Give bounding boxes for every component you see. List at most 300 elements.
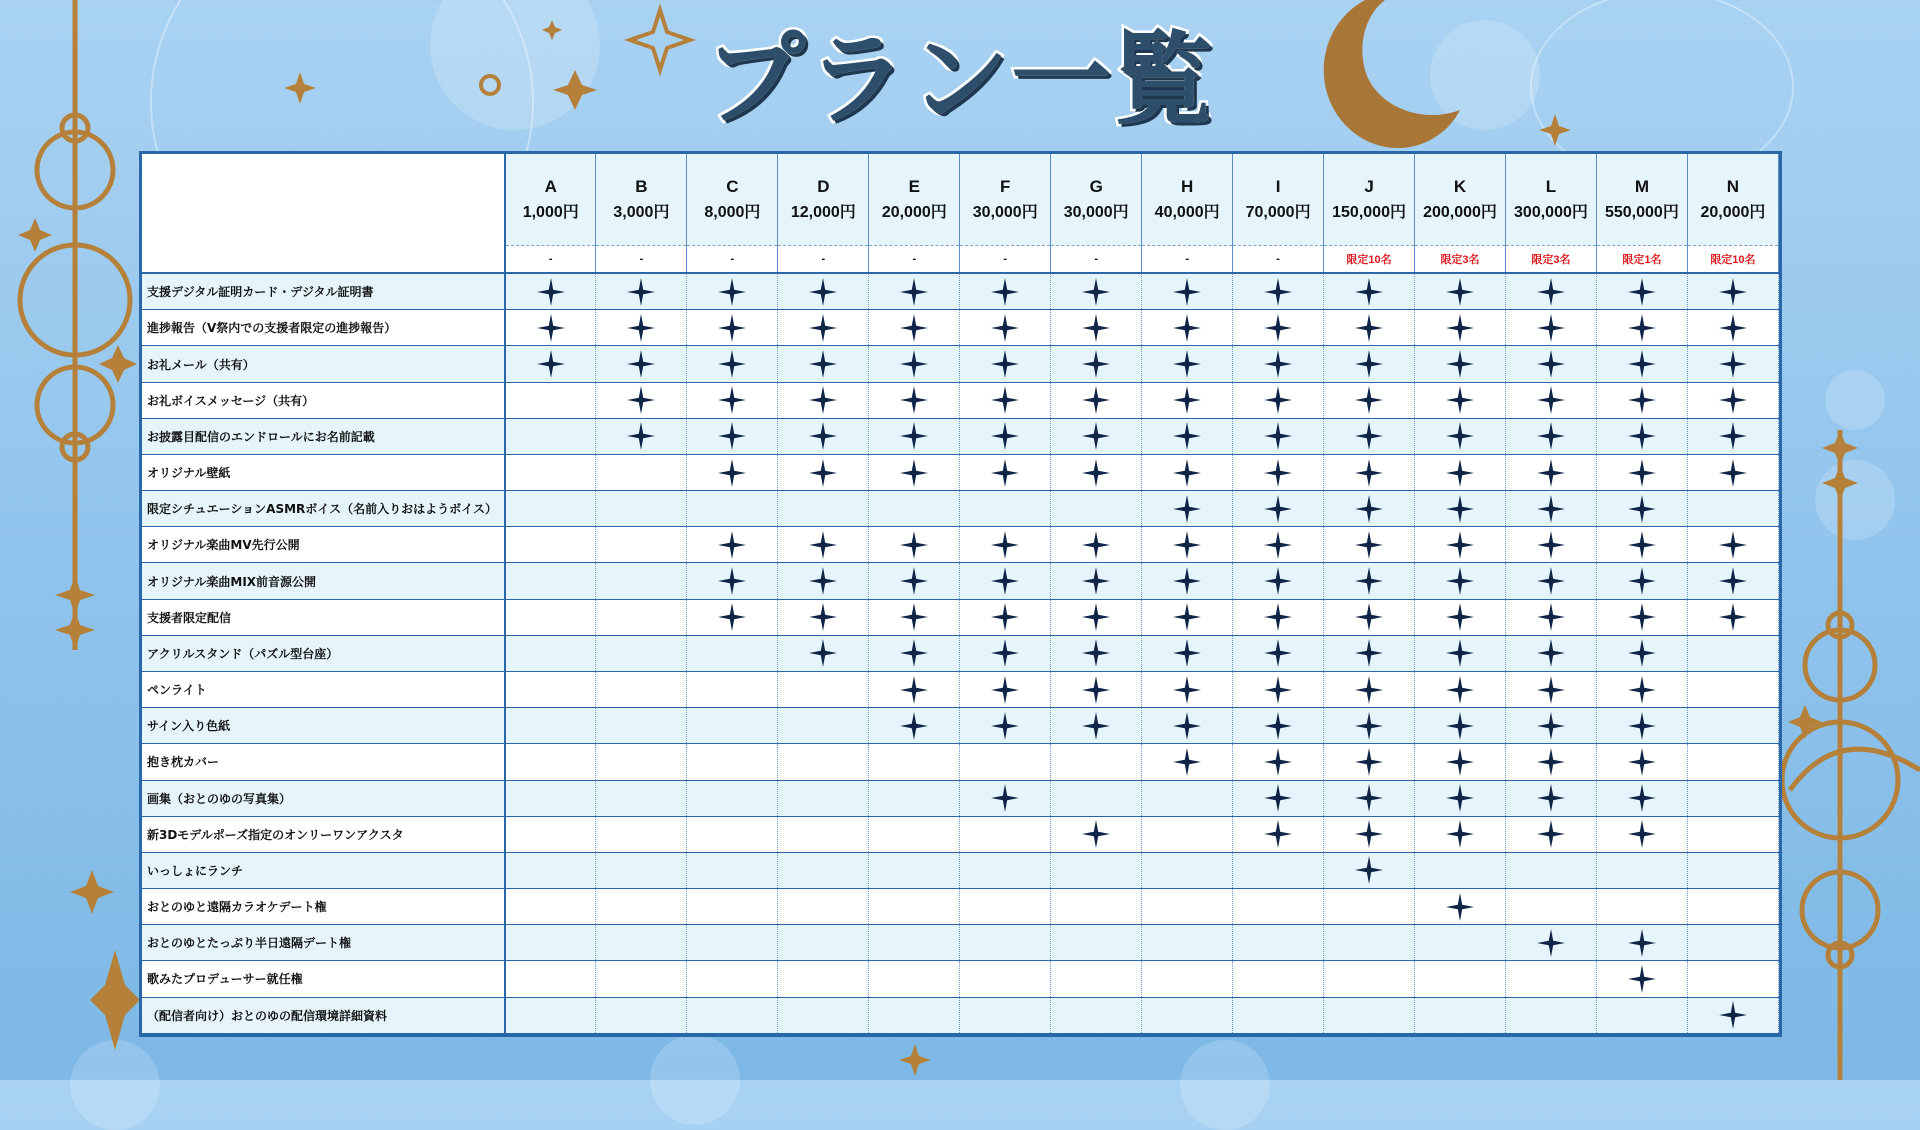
- plan-feature-cell: [869, 418, 960, 454]
- sparkle-star-icon: [1172, 530, 1202, 560]
- plan-price: 1,000円: [522, 203, 579, 221]
- sparkle-star-icon: [1172, 494, 1202, 524]
- sparkle-star-icon: [990, 313, 1020, 343]
- plan-feature-cell: [1324, 744, 1415, 780]
- sparkle-star-icon: [1354, 602, 1384, 632]
- plan-feature-cell: [1233, 635, 1324, 671]
- sparkle-star-icon: [1718, 421, 1748, 451]
- sparkle-star-icon: [808, 277, 838, 307]
- sparkle-star-icon: [1354, 277, 1384, 307]
- background-bubble: [1815, 460, 1895, 540]
- plan-feature-cell: [596, 382, 687, 418]
- sparkle-star-icon: [899, 313, 929, 343]
- plan-feature-cell: [687, 273, 778, 310]
- plan-feature-cell: [1687, 889, 1778, 925]
- plan-price: 20,000円: [881, 203, 947, 221]
- plan-feature-cell: [1596, 997, 1687, 1033]
- sparkle-star-icon: [1445, 711, 1475, 741]
- plan-feature-cell: [960, 454, 1051, 490]
- plan-feature-cell: [1596, 599, 1687, 635]
- plan-feature-cell: [505, 310, 596, 346]
- plan-feature-cell: [505, 744, 596, 780]
- plan-feature-cell: [1233, 310, 1324, 346]
- sparkle-star-icon: [626, 421, 656, 451]
- feature-row: [142, 925, 1779, 961]
- sparkle-star-icon: [1172, 711, 1202, 741]
- plan-feature-cell: [1505, 708, 1596, 744]
- sparkle-star-icon: [990, 530, 1020, 560]
- sparkle-star-icon: [1627, 494, 1657, 524]
- plan-feature-cell: [778, 708, 869, 744]
- feature-row: [142, 671, 1779, 707]
- sparkle-star-icon: [899, 602, 929, 632]
- plan-feature-cell: [869, 889, 960, 925]
- plan-feature-cell: [960, 744, 1051, 780]
- plan-feature-cell: [1415, 454, 1506, 490]
- plan-feature-cell: [1596, 708, 1687, 744]
- sparkle-star-icon: [536, 313, 566, 343]
- plan-feature-cell: [1051, 852, 1142, 888]
- sparkle-star-icon: [1627, 964, 1657, 994]
- sparkle-star-icon: [1081, 638, 1111, 668]
- plan-feature-cell: [1142, 961, 1233, 997]
- plan-feature-cell: [1505, 744, 1596, 780]
- sparkle-star-icon: [1354, 494, 1384, 524]
- plan-feature-cell: [869, 708, 960, 744]
- sparkle-star-icon: [1263, 819, 1293, 849]
- plan-price: 30,000円: [1063, 203, 1129, 221]
- plan-feature-cell: [1687, 816, 1778, 852]
- sparkle-star-icon: [1354, 385, 1384, 415]
- sparkle-star-icon: [808, 602, 838, 632]
- plan-feature-cell: [1324, 635, 1415, 671]
- sparkle-star-icon: [1718, 277, 1748, 307]
- sparkle-star-icon: [1354, 711, 1384, 741]
- plan-feature-cell: [1415, 491, 1506, 527]
- plan-feature-cell: [1505, 527, 1596, 563]
- sparkle-star-icon: [808, 530, 838, 560]
- plan-feature-cell: [687, 527, 778, 563]
- sparkle-star-icon: [1627, 385, 1657, 415]
- sparkle-star-icon: [536, 277, 566, 307]
- feature-label: お礼メール（共有）: [142, 346, 505, 382]
- plan-feature-cell: [505, 454, 596, 490]
- plan-feature-cell: [687, 708, 778, 744]
- plan-feature-cell: [960, 491, 1051, 527]
- sparkle-star-icon: [1536, 313, 1566, 343]
- feature-label: 限定シチュエーションASMRボイス（名前入りおはようボイス）: [142, 491, 505, 527]
- plan-feature-cell: [1415, 635, 1506, 671]
- plan-feature-cell: [869, 382, 960, 418]
- plan-header-j: [1324, 154, 1415, 245]
- plan-feature-cell: [1415, 997, 1506, 1033]
- plan-price: 70,000円: [1245, 203, 1311, 221]
- plan-feature-cell: [869, 635, 960, 671]
- sparkle-star-icon: [990, 421, 1020, 451]
- sparkle-star-icon: [1536, 711, 1566, 741]
- plan-feature-cell: [505, 997, 596, 1033]
- plan-code: G: [1089, 176, 1103, 196]
- sparkle-star-icon: [1354, 638, 1384, 668]
- sparkle-star-icon: [626, 277, 656, 307]
- sparkle-star-icon: [1536, 928, 1566, 958]
- sparkle-star-icon: [990, 783, 1020, 813]
- plan-feature-cell: [1233, 780, 1324, 816]
- plan-feature-cell: [1051, 780, 1142, 816]
- plan-feature-cell: [1505, 382, 1596, 418]
- plan-feature-cell: [778, 563, 869, 599]
- plan-feature-cell: [505, 599, 596, 635]
- plan-feature-cell: [1415, 961, 1506, 997]
- plan-limit: -: [1051, 245, 1142, 273]
- plan-feature-cell: [960, 418, 1051, 454]
- plan-feature-cell: [778, 925, 869, 961]
- plan-feature-cell: [1505, 454, 1596, 490]
- sparkle-star-icon: [1081, 711, 1111, 741]
- plan-feature-cell: [687, 310, 778, 346]
- sparkle-star-icon: [717, 349, 747, 379]
- sparkle-star-icon: [717, 458, 747, 488]
- sparkle-star-icon: [1536, 675, 1566, 705]
- feature-label: ペンライト: [142, 671, 505, 707]
- plan-feature-cell: [1324, 671, 1415, 707]
- plan-header-k: [1415, 154, 1506, 245]
- sparkle-star-icon: [1627, 638, 1657, 668]
- sparkle-star-icon: [1445, 783, 1475, 813]
- plan-feature-cell: [687, 816, 778, 852]
- plan-feature-cell: [1324, 925, 1415, 961]
- plan-feature-cell: [1233, 816, 1324, 852]
- plan-feature-cell: [778, 454, 869, 490]
- plan-feature-cell: [1505, 418, 1596, 454]
- plan-header-row: [142, 154, 1779, 245]
- sparkle-star-icon: [1172, 349, 1202, 379]
- sparkle-star-icon: [717, 277, 747, 307]
- plan-feature-cell: [869, 780, 960, 816]
- background-bubble: [650, 1035, 740, 1125]
- sparkle-star-icon: [1263, 277, 1293, 307]
- plan-feature-cell: [596, 852, 687, 888]
- sparkle-star-icon: [536, 349, 566, 379]
- sparkle-star-icon: [808, 421, 838, 451]
- plan-feature-cell: [1142, 708, 1233, 744]
- plan-feature-cell: [596, 346, 687, 382]
- plan-feature-cell: [778, 744, 869, 780]
- plan-feature-cell: [778, 997, 869, 1033]
- plan-feature-cell: [960, 925, 1051, 961]
- plan-feature-cell: [596, 708, 687, 744]
- sparkle-star-icon: [1627, 602, 1657, 632]
- plan-feature-cell: [1596, 527, 1687, 563]
- feature-row: [142, 273, 1779, 310]
- sparkle-star-icon: [1172, 566, 1202, 596]
- sparkle-star-icon: [1536, 638, 1566, 668]
- plan-feature-cell: [1505, 599, 1596, 635]
- plan-feature-cell: [687, 780, 778, 816]
- sparkle-star-icon: [808, 458, 838, 488]
- plan-code: J: [1364, 176, 1374, 196]
- feature-label: おとのゆとたっぷり半日遠隔デート権: [142, 925, 505, 961]
- plan-feature-cell: [1596, 780, 1687, 816]
- plan-feature-cell: [1142, 852, 1233, 888]
- plan-feature-cell: [869, 997, 960, 1033]
- plan-code: I: [1275, 176, 1281, 196]
- plan-price: 3,000円: [613, 203, 670, 221]
- plan-feature-cell: [596, 454, 687, 490]
- feature-label: サイン入り色紙: [142, 708, 505, 744]
- plan-code: H: [1181, 176, 1194, 196]
- feature-label: 抱き枕カバー: [142, 744, 505, 780]
- sparkle-star-icon: [1263, 530, 1293, 560]
- feature-row: [142, 346, 1779, 382]
- plan-feature-cell: [1415, 708, 1506, 744]
- plan-feature-cell: [960, 816, 1051, 852]
- plan-feature-cell: [1687, 346, 1778, 382]
- plan-feature-cell: [1051, 925, 1142, 961]
- plan-feature-cell: [1596, 925, 1687, 961]
- plan-feature-cell: [778, 780, 869, 816]
- feature-row: [142, 418, 1779, 454]
- plan-limit: -: [687, 245, 778, 273]
- sparkle-star-icon: [1445, 819, 1475, 849]
- plan-feature-cell: [1505, 816, 1596, 852]
- sparkle-star-icon: [1172, 385, 1202, 415]
- plan-code: C: [726, 176, 739, 196]
- plan-feature-cell: [960, 382, 1051, 418]
- sparkle-star-icon: [1445, 277, 1475, 307]
- plan-limit: -: [869, 245, 960, 273]
- sparkle-star-icon: [1354, 566, 1384, 596]
- sparkle-star-icon: [1445, 602, 1475, 632]
- sparkle-star-icon: [1445, 385, 1475, 415]
- plan-feature-cell: [869, 599, 960, 635]
- plan-feature-cell: [1051, 599, 1142, 635]
- sparkle-star-icon: [808, 349, 838, 379]
- plan-feature-cell: [1051, 961, 1142, 997]
- plan-feature-cell: [960, 599, 1051, 635]
- plan-feature-cell: [505, 816, 596, 852]
- plan-code: K: [1453, 176, 1467, 196]
- plan-feature-cell: [687, 997, 778, 1033]
- plan-feature-cell: [960, 889, 1051, 925]
- sparkle-star-icon: [899, 458, 929, 488]
- right-ornament-icon: [1780, 0, 1920, 1080]
- plan-feature-cell: [596, 780, 687, 816]
- plan-feature-cell: [1687, 961, 1778, 997]
- sparkle-star-icon: [1081, 819, 1111, 849]
- plan-feature-cell: [596, 816, 687, 852]
- plan-limit: 限定1名: [1596, 245, 1687, 273]
- plan-feature-cell: [1051, 310, 1142, 346]
- sparkle-star-icon: [1081, 458, 1111, 488]
- plan-feature-cell: [869, 454, 960, 490]
- plan-feature-cell: [1687, 997, 1778, 1033]
- sparkle-star-icon: [1445, 747, 1475, 777]
- sparkle-star-icon: [1445, 892, 1475, 922]
- plan-feature-cell: [1415, 346, 1506, 382]
- sparkle-star-icon: [1354, 458, 1384, 488]
- sparkle-star-icon: [1263, 458, 1293, 488]
- plan-feature-cell: [1142, 273, 1233, 310]
- sparkle-star-icon: [717, 421, 747, 451]
- feature-label: お披露目配信のエンドロールにお名前記載: [142, 418, 505, 454]
- plan-feature-cell: [505, 273, 596, 310]
- plan-feature-cell: [778, 961, 869, 997]
- plan-feature-cell: [869, 816, 960, 852]
- plan-feature-cell: [687, 852, 778, 888]
- sparkle-star-icon: [1445, 566, 1475, 596]
- plan-feature-cell: [687, 671, 778, 707]
- sparkle-star-icon: [1536, 530, 1566, 560]
- sparkle-star-icon: [1263, 711, 1293, 741]
- feature-label: 進捗報告（V祭内での支援者限定の進捗報告）: [142, 310, 505, 346]
- plan-feature-cell: [1051, 889, 1142, 925]
- plan-feature-cell: [1415, 889, 1506, 925]
- plan-feature-cell: [960, 852, 1051, 888]
- sparkle-star-icon: [1263, 349, 1293, 379]
- sparkle-star-icon: [1354, 783, 1384, 813]
- sparkle-star-icon: [1354, 313, 1384, 343]
- plan-feature-cell: [505, 961, 596, 997]
- sparkle-star-icon: [1172, 602, 1202, 632]
- plan-limit: 限定3名: [1415, 245, 1506, 273]
- plan-feature-cell: [1324, 273, 1415, 310]
- sparkle-star-icon: [1263, 638, 1293, 668]
- plan-feature-cell: [1687, 491, 1778, 527]
- plan-header-f: [960, 154, 1051, 245]
- plan-feature-cell: [1142, 491, 1233, 527]
- plan-header-a: [505, 154, 596, 245]
- sparkle-star-icon: [1445, 313, 1475, 343]
- sparkle-star-icon: [1081, 602, 1111, 632]
- plan-feature-cell: [1687, 454, 1778, 490]
- feature-label: 支援デジタル証明カード・デジタル証明書: [142, 273, 505, 310]
- sparkle-star-icon: [1445, 349, 1475, 379]
- sparkle-star-icon: [990, 638, 1020, 668]
- plan-feature-cell: [1233, 454, 1324, 490]
- feature-label: 支援者限定配信: [142, 599, 505, 635]
- plan-feature-cell: [778, 599, 869, 635]
- sparkle-star-icon: [1627, 349, 1657, 379]
- sparkle-star-icon: [990, 675, 1020, 705]
- plan-feature-cell: [1505, 925, 1596, 961]
- feature-label: アクリルスタンド（パズル型台座）: [142, 635, 505, 671]
- plan-feature-cell: [778, 346, 869, 382]
- plan-feature-cell: [869, 744, 960, 780]
- plan-feature-cell: [1142, 454, 1233, 490]
- plan-feature-cell: [1324, 527, 1415, 563]
- plan-feature-cell: [1505, 780, 1596, 816]
- plan-feature-cell: [1233, 346, 1324, 382]
- sparkle-star-icon: [1627, 458, 1657, 488]
- plan-feature-cell: [1233, 418, 1324, 454]
- plan-feature-cell: [1415, 744, 1506, 780]
- sparkle-star-icon: [1536, 421, 1566, 451]
- plan-limit: 限定10名: [1687, 245, 1778, 273]
- plan-feature-cell: [869, 961, 960, 997]
- plan-feature-cell: [1687, 599, 1778, 635]
- plan-feature-cell: [1596, 889, 1687, 925]
- plan-feature-cell: [1142, 671, 1233, 707]
- plan-price: 12,000円: [790, 203, 856, 221]
- sparkle-star-icon: [1536, 783, 1566, 813]
- plan-feature-cell: [1324, 491, 1415, 527]
- plan-price: 40,000円: [1154, 203, 1220, 221]
- plan-feature-cell: [1142, 310, 1233, 346]
- plan-feature-cell: [1415, 563, 1506, 599]
- sparkle-star-icon: [1445, 675, 1475, 705]
- plan-feature-cell: [1142, 346, 1233, 382]
- sparkle-star-icon: [626, 313, 656, 343]
- plan-feature-cell: [505, 925, 596, 961]
- sparkle-star-icon: [899, 421, 929, 451]
- sparkle-star-icon: [1718, 349, 1748, 379]
- sparkle-star-icon: [1536, 819, 1566, 849]
- plan-feature-cell: [687, 454, 778, 490]
- plan-feature-cell: [1233, 491, 1324, 527]
- plan-feature-cell: [687, 346, 778, 382]
- plan-feature-cell: [1051, 708, 1142, 744]
- plan-feature-cell: [1596, 418, 1687, 454]
- plan-feature-cell: [596, 599, 687, 635]
- plan-header-b: [596, 154, 687, 245]
- sparkle-star-icon: [1627, 530, 1657, 560]
- feature-row: [142, 563, 1779, 599]
- plan-feature-cell: [1415, 418, 1506, 454]
- background-bubble: [1180, 1040, 1270, 1130]
- plan-feature-cell: [505, 708, 596, 744]
- plan-feature-cell: [960, 708, 1051, 744]
- background-bubble: [1825, 370, 1885, 430]
- plan-feature-cell: [1687, 418, 1778, 454]
- sparkle-star-icon: [1081, 277, 1111, 307]
- plan-feature-cell: [1687, 671, 1778, 707]
- plan-price: 200,000円: [1423, 203, 1497, 221]
- plan-feature-cell: [1051, 454, 1142, 490]
- plan-feature-cell: [1687, 310, 1778, 346]
- feature-row: [142, 527, 1779, 563]
- plan-feature-cell: [869, 671, 960, 707]
- plan-feature-cell: [1505, 889, 1596, 925]
- plan-feature-cell: [596, 273, 687, 310]
- plan-feature-cell: [778, 635, 869, 671]
- plan-feature-cell: [596, 310, 687, 346]
- feature-label: 画集（おとのゆの写真集）: [142, 780, 505, 816]
- sparkle-star-icon: [1172, 458, 1202, 488]
- plan-feature-cell: [596, 961, 687, 997]
- sparkle-star-icon: [1354, 855, 1384, 885]
- plan-feature-cell: [1324, 816, 1415, 852]
- sparkle-star-icon: [1718, 602, 1748, 632]
- sparkle-star-icon: [1081, 349, 1111, 379]
- sparkle-star-icon: [1627, 566, 1657, 596]
- sparkle-star-icon: [1354, 747, 1384, 777]
- sparkle-star-icon: [1718, 458, 1748, 488]
- sparkle-star-icon: [1627, 819, 1657, 849]
- plan-limit: -: [1233, 245, 1324, 273]
- plan-price: 30,000円: [972, 203, 1038, 221]
- plan-feature-cell: [596, 418, 687, 454]
- plan-feature-cell: [1324, 382, 1415, 418]
- feature-label: おとのゆと遠隔カラオケデート権: [142, 889, 505, 925]
- feature-row: [142, 708, 1779, 744]
- feature-row: [142, 635, 1779, 671]
- sparkle-star-icon: [808, 313, 838, 343]
- plan-feature-cell: [687, 382, 778, 418]
- plan-feature-cell: [1596, 563, 1687, 599]
- plan-feature-cell: [1505, 310, 1596, 346]
- plan-feature-cell: [869, 491, 960, 527]
